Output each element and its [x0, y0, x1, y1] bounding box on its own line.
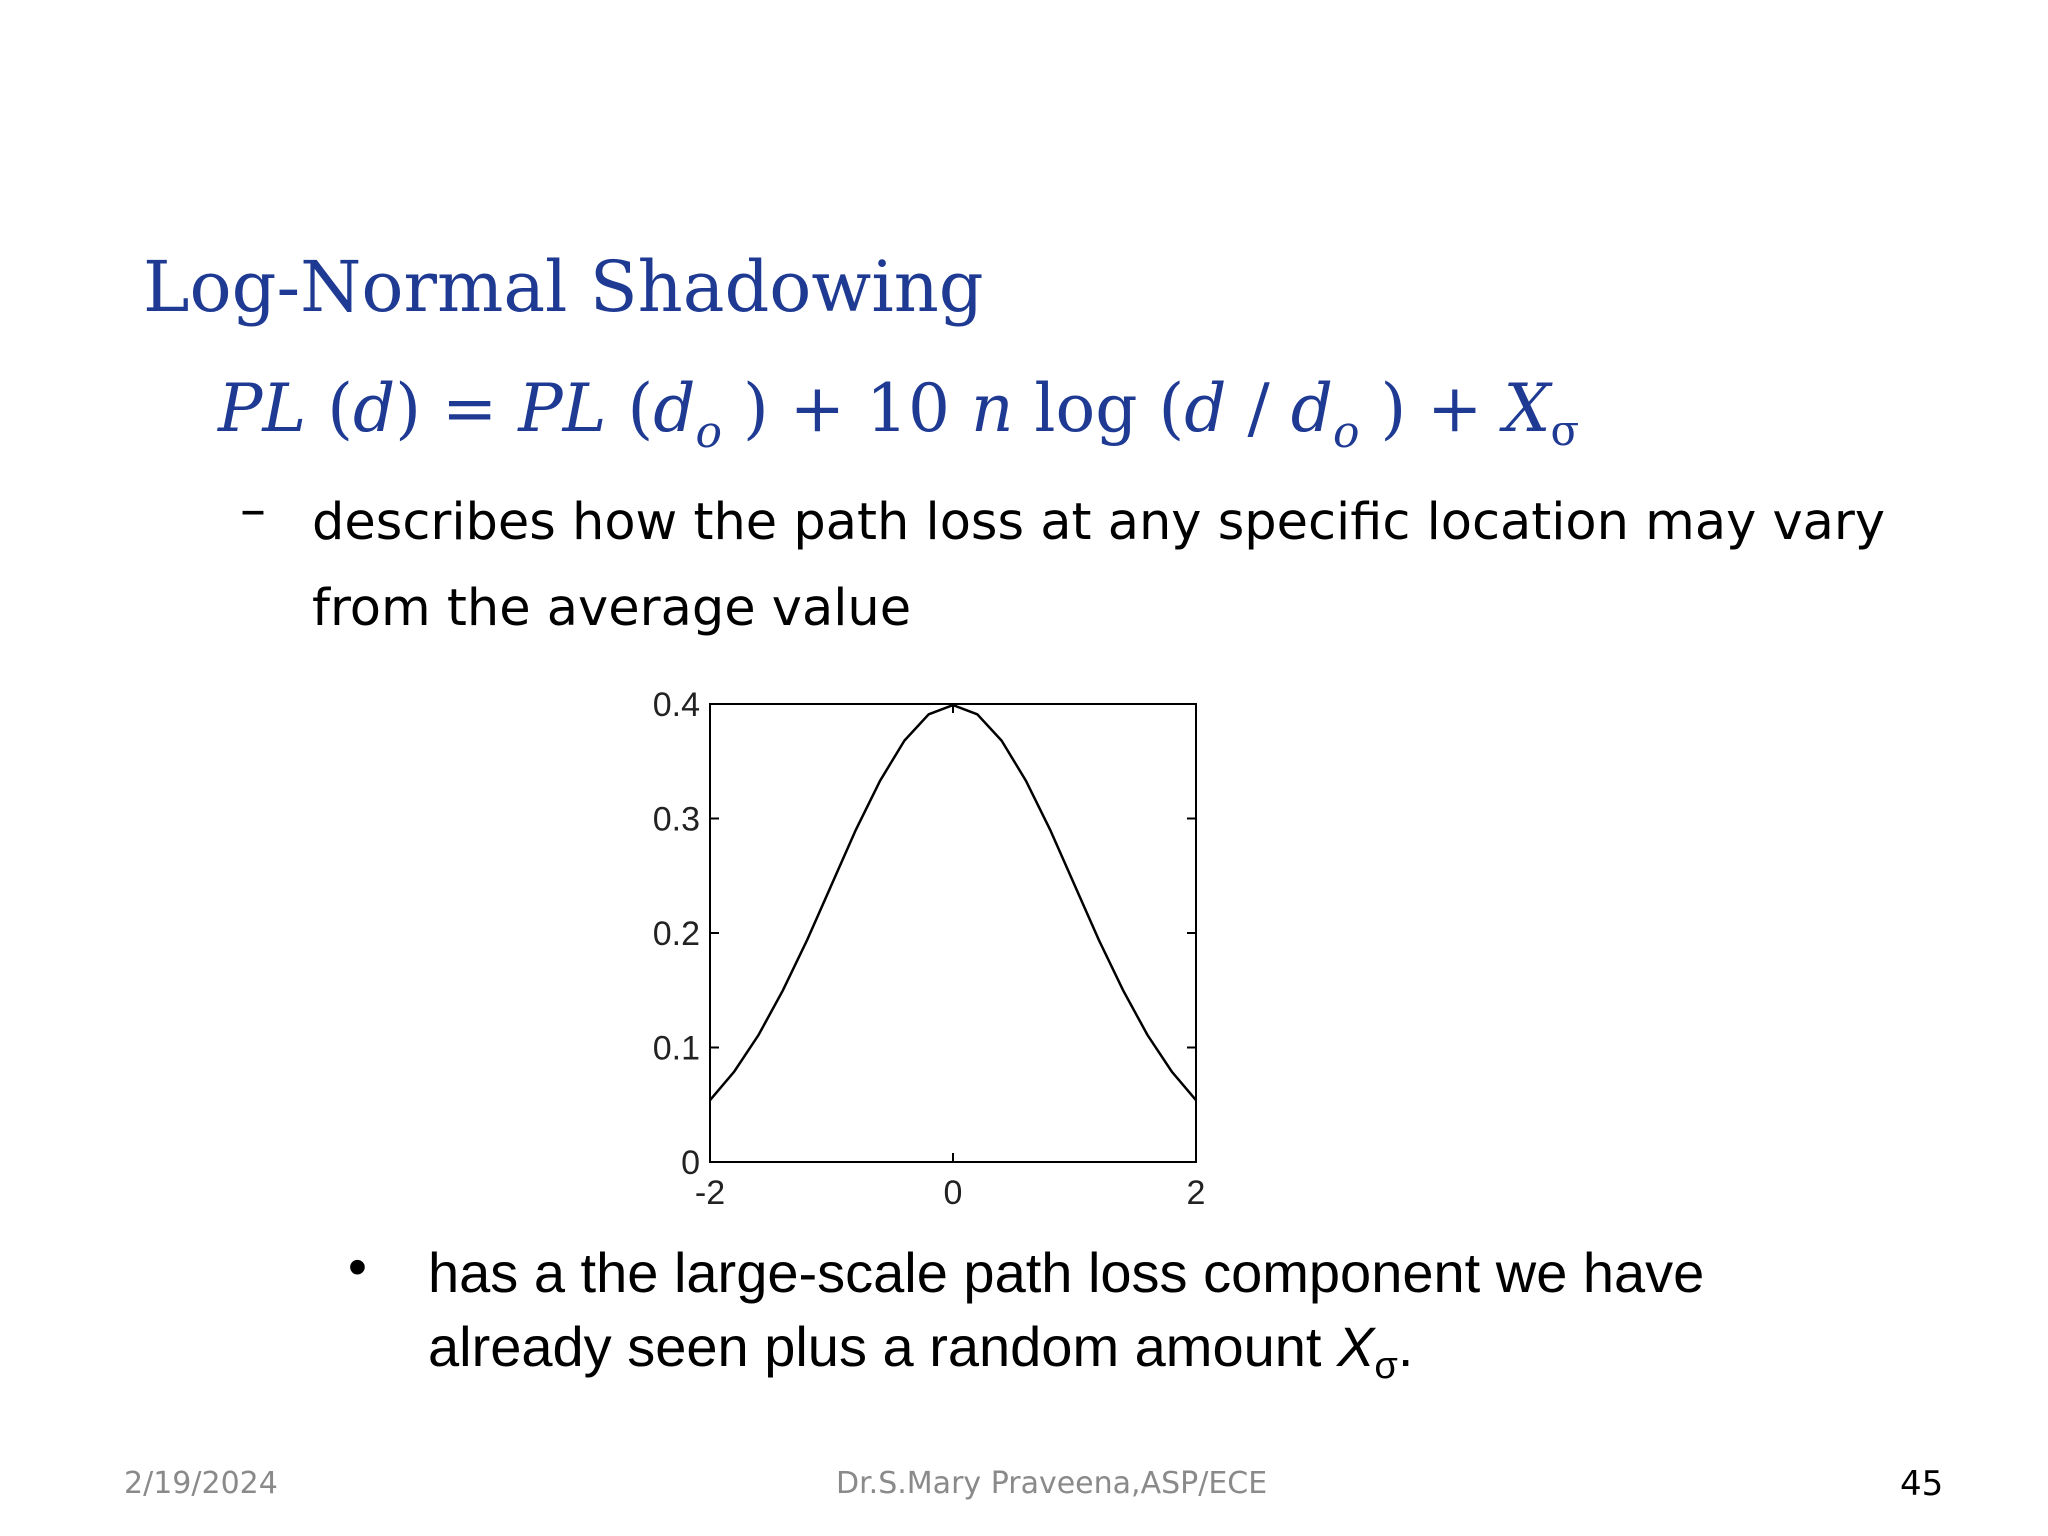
- curve-point: [1171, 1071, 1173, 1073]
- formula-d-den: d: [1290, 370, 1333, 447]
- formula-x: X: [1503, 370, 1551, 447]
- formula-d-ref: d: [653, 370, 696, 447]
- normal-distribution-chart: [610, 660, 1210, 1220]
- y-tick-label: 0: [681, 1144, 700, 1182]
- y-tick-label: 0.4: [652, 686, 700, 724]
- slide-title: Log-Normal Shadowing: [143, 246, 984, 328]
- curve-point: [855, 829, 857, 831]
- formula-slash: /: [1226, 370, 1291, 447]
- formula-pl: PL: [218, 370, 307, 447]
- curve-point: [1025, 780, 1027, 782]
- footer-date: 2/19/2024: [124, 1466, 278, 1501]
- curve-point: [806, 939, 808, 941]
- curve-point: [904, 740, 906, 742]
- curve-point: [879, 780, 881, 782]
- bullet-text-main: has a the large-scale path loss component we have already seen plus a random amount: [428, 1241, 1705, 1378]
- curve-point: [1195, 1099, 1197, 1101]
- formula-pl-ref: PL: [518, 370, 607, 447]
- formula-d-num: d: [1184, 370, 1227, 447]
- bullet-sigma: σ: [1374, 1345, 1398, 1387]
- formula-n: n: [970, 370, 1014, 447]
- curve-point: [1049, 829, 1051, 831]
- formula-subscript-o: o: [1332, 407, 1360, 458]
- dash-item-text: describes how the path loss at any specific location may vary from the average value: [312, 493, 1886, 638]
- curve-point: [1147, 1034, 1149, 1036]
- y-tick-label: 0.3: [652, 800, 700, 839]
- gaussian-curve: [710, 705, 1196, 1100]
- formula-plus: ) +: [1359, 370, 1504, 447]
- curve-point: [734, 1071, 736, 1073]
- x-tick-label: 2: [1186, 1174, 1206, 1212]
- formula-paren: (: [306, 370, 353, 447]
- x-tick-label: 0: [943, 1174, 963, 1212]
- curve-point: [928, 714, 930, 716]
- formula-sigma: σ: [1550, 406, 1580, 455]
- formula-d: d: [352, 370, 396, 447]
- formula-equals: ) =: [395, 370, 519, 447]
- bullet-item-text: [428, 1236, 1848, 1403]
- formula-log: log (: [1013, 370, 1185, 447]
- formula-subscript-o: o: [695, 407, 722, 458]
- curve-point: [831, 884, 833, 886]
- bullet-marker: •: [348, 1237, 367, 1297]
- plot-frame: [710, 704, 1196, 1162]
- curve-point: [782, 989, 784, 991]
- formula-paren: (: [606, 370, 654, 447]
- formula-plus-ten: ) + 10: [721, 370, 971, 447]
- curve-point: [709, 1099, 711, 1101]
- curve-point: [977, 714, 979, 716]
- footer-author: Dr.S.Mary Praveena,ASP/ECE: [836, 1466, 1268, 1501]
- slide-number: 45: [1900, 1464, 1944, 1504]
- curve-point: [1098, 939, 1100, 941]
- dash-marker: –: [240, 480, 266, 540]
- bullet-x: X: [1337, 1315, 1375, 1378]
- curve-point: [1001, 740, 1003, 742]
- curve-point: [1074, 884, 1076, 886]
- path-loss-formula: [218, 370, 1579, 458]
- curve-point: [952, 704, 954, 706]
- y-tick-label: 0.1: [652, 1029, 700, 1068]
- bullet-period: .: [1397, 1315, 1414, 1378]
- x-tick-label: -2: [694, 1174, 726, 1212]
- y-tick-label: 0.2: [652, 915, 700, 953]
- curve-point: [758, 1034, 760, 1036]
- curve-point: [1122, 989, 1124, 991]
